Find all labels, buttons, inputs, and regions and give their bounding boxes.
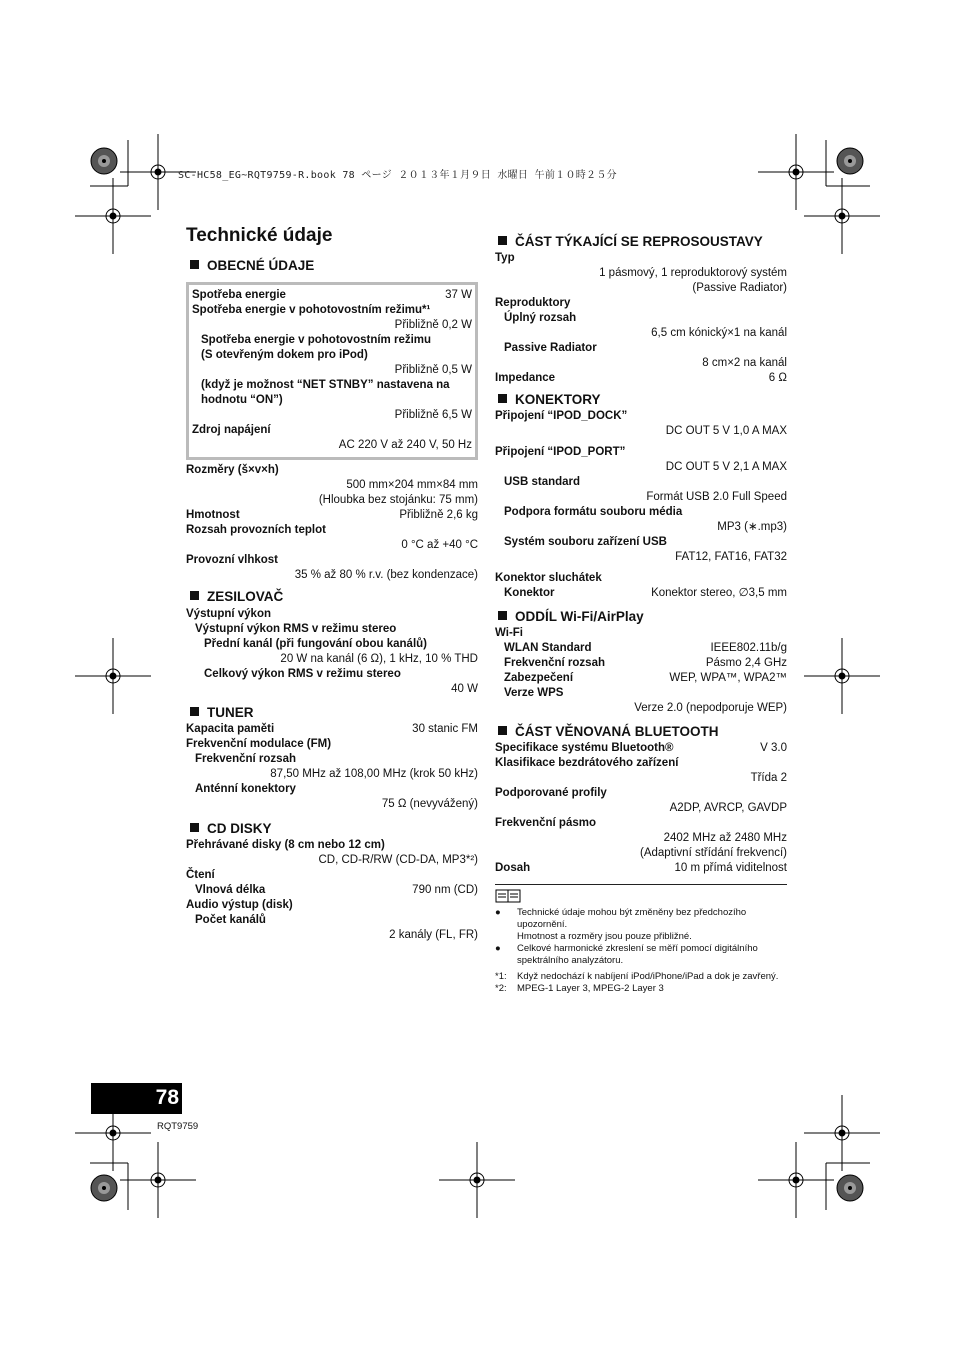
square-bullet-icon xyxy=(498,236,507,245)
section-cd: CD DISKY xyxy=(190,821,272,836)
section-general: OBECNÉ ÚDAJE xyxy=(190,258,314,273)
connector-specs: Připojení “IPOD_DOCK” DC OUT 5 V 1,0 A MAX Připojení “IPOD_PORT” DC OUT 5 V 2,1 A MAX USB standard Formát USB 2.0 Full Speed Podpora formátu souboru média MP3 (∗.mp3) Systém souboru zařízení USB FAT12, FAT16, FAT32 Konektor sluchátek Konektor Konektor stereo, ∅3,5 mm xyxy=(495,410,787,599)
speaker-specs: Typ 1 pásmový, 1 reproduktorový systém (Passive Radiator) Reproduktory Úplný rozsah 6,5 cm kónický×1 na kanál Passive Radiator 8 cm×2 na kanál Impedance 6 Ω xyxy=(495,252,787,384)
tuner-specs: Kapacita paměti 30 stanic FM Frekvenční modulace (FM) Frekvenční rozsah 87,50 MHz až 108,00 MHz (krok 50 kHz) Anténní konektory 75 Ω (nevyvážený) xyxy=(186,723,478,810)
square-bullet-icon xyxy=(190,823,199,832)
section-speakers: ČÁST TÝKAJÍCÍ SE REPROSOUSTAVY xyxy=(498,234,763,249)
square-bullet-icon xyxy=(190,260,199,269)
section-wifi: ODDÍL Wi-Fi/AirPlay xyxy=(498,609,644,624)
amplifier-specs: Výstupní výkon Výstupní výkon RMS v režimu stereo Přední kanál (při fungování obou kanálů) 20 W na kanál (6 Ω), 1 kHz, 10 % THD Celkový výkon RMS v režimu stereo 40 W xyxy=(186,608,478,695)
notes-divider xyxy=(495,884,787,885)
power-box: Spotřeba energie 37 W Spotřeba energie v pohotovostním režimu*¹ Přibližně 0,2 W Spotřeba energie v pohotovostním režimu (S otevřeným dokem pro iPod) Přibližně 0,5 W (když je možnost “NET STNBY” nastavena na hodnotu “ON”) Přibližně 6,5 W Zdroj napájení AC 220 V až 240 V, 50 Hz xyxy=(186,282,478,460)
page-title: Technické údaje xyxy=(186,225,333,246)
square-bullet-icon xyxy=(190,707,199,716)
section-bluetooth: ČÁST VĚNOVANÁ BLUETOOTH xyxy=(498,724,719,739)
wifi-specs: Wi-Fi WLAN Standard IEEE802.11b/g Frekvenční rozsah Pásmo 2,4 GHz Zabezpečení WEP, WPA™, WPA2™ Verze WPS Verze 2.0 (nepodporuje WEP) xyxy=(495,627,787,714)
square-bullet-icon xyxy=(190,591,199,600)
square-bullet-icon xyxy=(498,611,507,620)
doc-code: RQT9759 xyxy=(157,1121,199,1132)
page-number: 78 xyxy=(155,1086,179,1109)
print-header: SC-HC58_EG~RQT9759-R.book 78 ページ ２０１３年１月９日 水曜日 午前１０時２５分 xyxy=(178,170,617,181)
general-specs: Rozměry (š×v×h) 500 mm×204 mm×84 mm (Hloubka bez stojánku: 75 mm) Hmotnost Přibližně 2,6 kg Rozsah provozních teplot 0 °C až +40 °C Provozní vlhkost 35 % až 80 % r.v. (bez kondenzace) xyxy=(186,464,478,581)
section-amplifier: ZESILOVAČ xyxy=(190,589,283,604)
section-connectors: KONEKTORY xyxy=(498,392,601,407)
cd-specs: Přehrávané disky (8 cm nebo 12 cm) CD, CD-R/RW (CD-DA, MP3*²) Čtení Vlnová délka 790 nm (CD) Audio výstup (disk) Počet kanálů 2 kanály (FL, FR) xyxy=(186,839,478,941)
square-bullet-icon xyxy=(498,726,507,735)
book-icon xyxy=(495,888,523,904)
section-tuner: TUNER xyxy=(190,705,254,720)
notes: ● Technické údaje mohou být změněny bez předchozího upozornění. Hmotnost a rozměry jsou pouze přibližné. ● Celkové harmonické zkreslení se měří pomocí digitálního spektrálního analyzátoru. *1: Když nedochází k nabíjení iPod/iPhone/iPad a dok je zavřený. *2: MPEG-1 Layer 3, MPEG-2 Layer 3 xyxy=(495,907,779,994)
page-number-box xyxy=(91,1083,182,1114)
square-bullet-icon xyxy=(498,394,507,403)
bluetooth-specs: Specifikace systému Bluetooth® V 3.0 Klasifikace bezdrátového zařízení Třída 2 Podporované profily A2DP, AVRCP, GAVDP Frekvenční pásmo 2402 MHz až 2480 MHz (Adaptivní střídání frekvencí) Dosah 10 m přímá viditelnost xyxy=(495,742,787,874)
